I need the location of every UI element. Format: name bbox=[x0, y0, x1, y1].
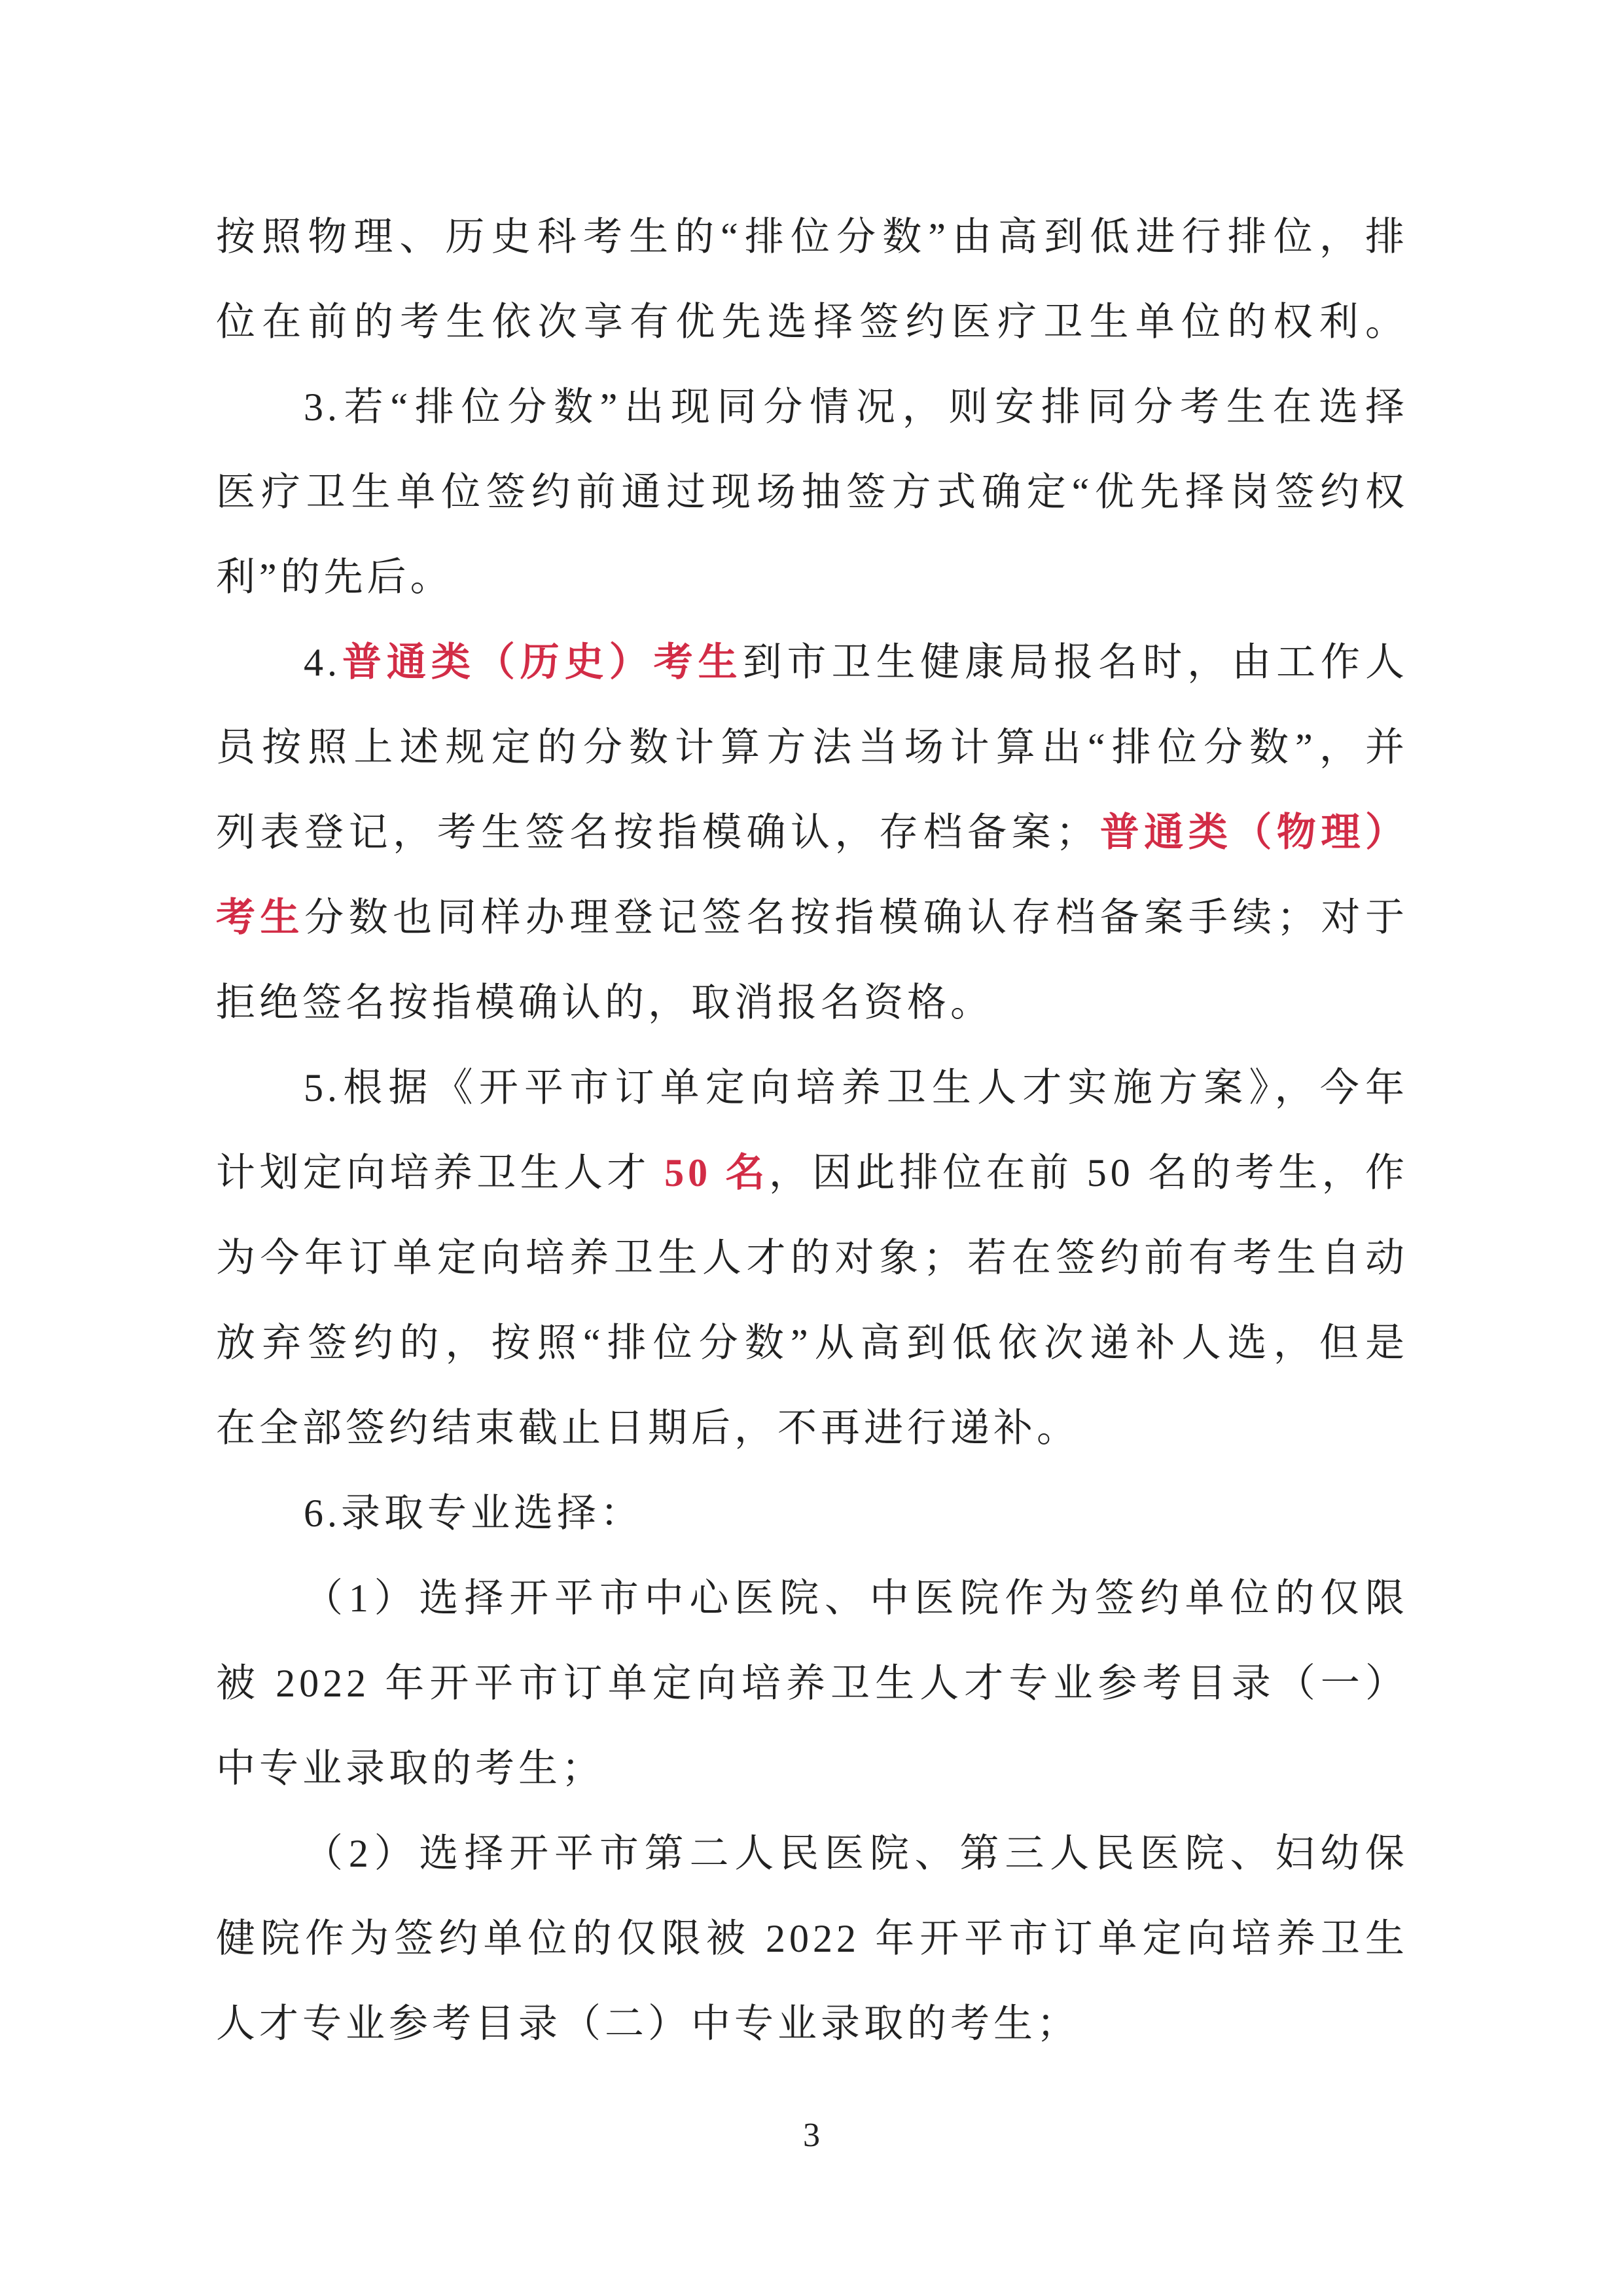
highlighted-text-segment: 普通类（物理） bbox=[1099, 811, 1409, 854]
text-segment: 5.根据《开平市订单定向培养卫生人才实施方案》，今年 bbox=[304, 1066, 1408, 1109]
text-line bbox=[216, 1896, 1408, 1981]
highlighted-text-segment: 考生 bbox=[216, 896, 305, 939]
text-segment: 位在前的考生依次享有优先选择签约医疗卫生单位的权利。 bbox=[216, 300, 1408, 344]
text-segment: 健院作为签约单位的仅限被 2022 年开平市订单定向培养卫生 bbox=[216, 1917, 1408, 1960]
text-line bbox=[216, 1130, 1408, 1215]
text-line bbox=[216, 1726, 1408, 1811]
text-line bbox=[216, 535, 1408, 620]
text-segment: 6.录取专业选择： bbox=[304, 1492, 643, 1535]
text-line bbox=[216, 790, 1408, 875]
text-segment: （2）选择开平市第二人民医院、第三人民医院、妇幼保 bbox=[304, 1832, 1408, 1875]
text-segment: 被 2022 年开平市订单定向培养卫生人才专业参考目录（一） bbox=[216, 1662, 1408, 1705]
text-line bbox=[216, 1811, 1408, 1896]
text-segment: 4. bbox=[304, 641, 341, 684]
text-segment: 计划定向培养卫生人才 bbox=[216, 1151, 665, 1194]
text-line bbox=[216, 450, 1408, 535]
text-line bbox=[216, 1641, 1408, 1726]
text-line bbox=[216, 1556, 1408, 1641]
document-body bbox=[216, 194, 1408, 2066]
text-segment: 人才专业参考目录（二）中专业录取的考生； bbox=[216, 2002, 1080, 2045]
text-line bbox=[216, 1045, 1408, 1130]
text-line bbox=[216, 1471, 1408, 1556]
highlighted-text-segment: 普通类（历史）考生 bbox=[341, 641, 743, 684]
text-line bbox=[216, 1215, 1408, 1300]
text-segment: 员按照上述规定的分数计算方法当场计算出“排位分数”，并 bbox=[216, 726, 1408, 769]
text-line bbox=[216, 620, 1408, 705]
text-line bbox=[216, 365, 1408, 450]
text-segment: 列表登记，考生签名按指模确认，存档备案； bbox=[216, 811, 1099, 854]
text-line bbox=[216, 1981, 1408, 2066]
text-line bbox=[216, 875, 1408, 960]
text-segment: 到市卫生健康局报名时，由工作人 bbox=[742, 641, 1409, 684]
text-line bbox=[216, 705, 1408, 790]
text-segment: 分数也同样办理登记签名按指模确认存档备案手续；对于 bbox=[304, 896, 1408, 939]
text-segment: 在全部签约结束截止日期后，不再进行递补。 bbox=[216, 1407, 1080, 1450]
highlighted-text-segment: 50 名 bbox=[664, 1151, 769, 1194]
text-segment: 为今年订单定向培养卫生人才的对象；若在签约前有考生自动 bbox=[216, 1236, 1408, 1280]
text-segment: ，因此排位在前 50 名的考生，作 bbox=[768, 1151, 1409, 1194]
text-line bbox=[216, 194, 1408, 279]
text-segment: 拒绝签名按指模确认的，取消报名资格。 bbox=[216, 981, 993, 1024]
page-number: 3 bbox=[803, 2117, 820, 2154]
text-segment: 利”的先后。 bbox=[216, 556, 454, 599]
text-line bbox=[216, 1386, 1408, 1471]
text-segment: 医疗卫生单位签约前通过现场抽签方式确定“优先择岗签约权 bbox=[216, 471, 1408, 514]
text-segment: 按照物理、历史科考生的“排位分数”由高到低进行排位，排 bbox=[216, 215, 1408, 259]
text-segment: 3.若“排位分数”出现同分情况，则安排同分考生在选择 bbox=[304, 386, 1408, 429]
text-segment: 中专业录取的考生； bbox=[216, 1747, 605, 1790]
page-footer bbox=[0, 2115, 1623, 2156]
text-line bbox=[216, 279, 1408, 365]
text-line bbox=[216, 1300, 1408, 1386]
text-segment: （1）选择开平市中心医院、中医院作为签约单位的仅限 bbox=[304, 1577, 1408, 1620]
text-segment: 放弃签约的，按照“排位分数”从高到低依次递补人选，但是 bbox=[216, 1321, 1408, 1365]
text-line bbox=[216, 960, 1408, 1045]
